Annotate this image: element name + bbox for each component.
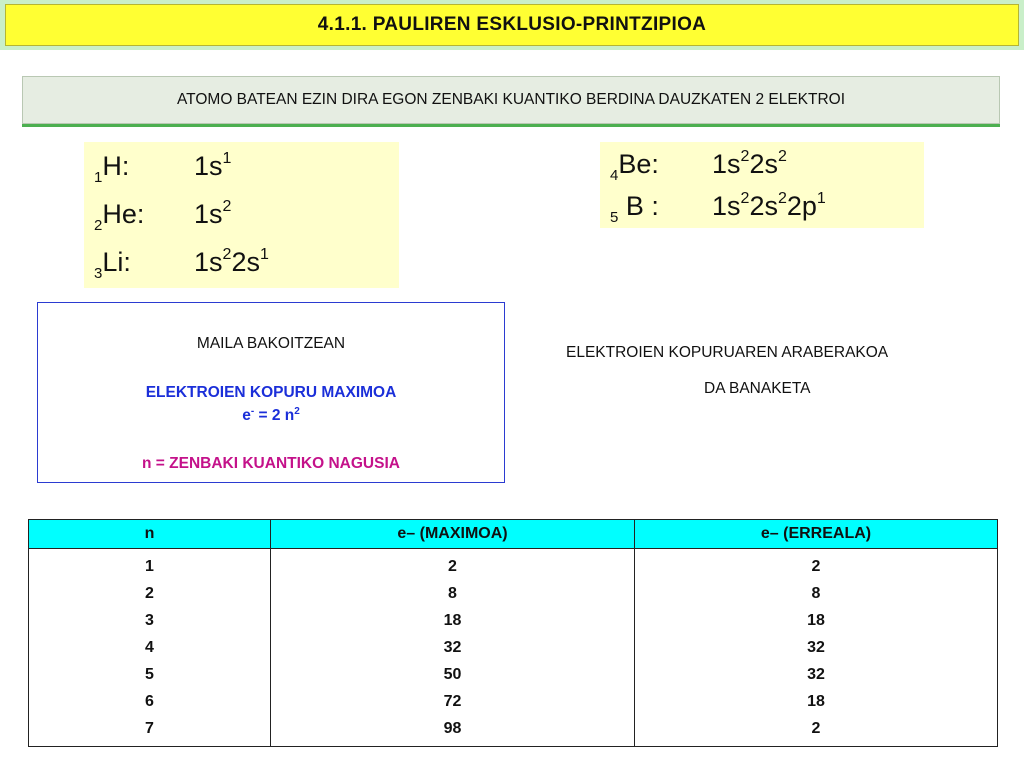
electron-configuration: $1s^22s^2$ xyxy=(712,148,787,179)
distribution-note-line2: DA BANAKETA xyxy=(704,380,811,397)
cell-max-electrons: 2 xyxy=(271,549,635,581)
cell-n: 2 xyxy=(29,580,271,607)
cell-real-electrons: 32 xyxy=(635,634,998,661)
cell-n: 7 xyxy=(29,715,271,747)
cell-n: 5 xyxy=(29,661,271,688)
electron-configuration: $1s^22s^1$ xyxy=(194,246,269,277)
cell-real-electrons: 18 xyxy=(635,607,998,634)
table-row xyxy=(29,634,998,661)
header-max-electrons: e– (MAXIMOA) xyxy=(271,520,635,549)
header-n: n xyxy=(29,520,271,549)
cell-real-electrons: 32 xyxy=(635,661,998,688)
electron-config-panel-left xyxy=(84,142,399,288)
cell-max-electrons: 32 xyxy=(271,634,635,661)
cell-max-electrons: 72 xyxy=(271,688,635,715)
config-row xyxy=(84,238,399,286)
cell-max-electrons: 8 xyxy=(271,580,635,607)
title-band xyxy=(0,0,1024,50)
cell-real-electrons: 18 xyxy=(635,688,998,715)
cell-max-electrons: 50 xyxy=(271,661,635,688)
distribution-note-line1: ELEKTROIEN KOPURUAREN ARABERAKOA xyxy=(566,344,889,361)
table-row xyxy=(29,688,998,715)
table-row xyxy=(29,715,998,747)
cell-max-electrons: 98 xyxy=(271,715,635,747)
electron-configuration: $1s^1$ xyxy=(194,150,232,181)
info-line-principal-quantum: n = ZENBAKI KUANTIKO NAGUSIA xyxy=(142,455,400,472)
config-row xyxy=(84,190,399,238)
config-row xyxy=(600,142,924,184)
slide-title: 4.1.1. PAULIREN ESKLUSIO-PRINTZIPIOA xyxy=(5,4,1019,46)
info-line-level: MAILA BAKOITZEAN xyxy=(196,335,346,352)
table-header-row xyxy=(29,520,998,549)
cell-real-electrons: 2 xyxy=(635,549,998,581)
max-electrons-box xyxy=(37,302,505,483)
table-row xyxy=(29,661,998,688)
cell-n: 4 xyxy=(29,634,271,661)
table-row xyxy=(29,549,998,581)
cell-n: 1 xyxy=(29,549,271,581)
cell-n: 3 xyxy=(29,607,271,634)
element-symbol: $_1$H: xyxy=(94,151,130,186)
table-row xyxy=(29,607,998,634)
element-symbol: $_5$ B : xyxy=(610,191,659,226)
element-symbol: $_2$He: xyxy=(94,199,145,234)
config-row xyxy=(84,142,399,190)
table-body xyxy=(29,549,998,747)
table-row xyxy=(29,580,998,607)
electron-configuration: $1s^2$ xyxy=(194,198,232,229)
cell-max-electrons: 18 xyxy=(271,607,635,634)
config-row xyxy=(600,184,924,226)
cell-real-electrons: 2 xyxy=(635,715,998,747)
header-real-electrons: e– (ERREALA) xyxy=(635,520,998,549)
cell-real-electrons: 8 xyxy=(635,580,998,607)
element-symbol: $_4$Be: xyxy=(610,149,659,184)
electron-configuration: $1s^22s^22p^1$ xyxy=(712,190,826,221)
max-electrons-formula: e- = 2 $n^2$ xyxy=(242,406,300,424)
info-line-max-electrons: ELEKTROIEN KOPURU MAXIMOA xyxy=(145,384,397,401)
element-symbol: $_3$Li: xyxy=(94,247,131,282)
cell-n: 6 xyxy=(29,688,271,715)
principle-banner: ATOMO BATEAN EZIN DIRA EGON ZENBAKI KUANTIKO BERDINA DAUZKATEN 2 ELEKTROI xyxy=(22,76,1000,124)
electron-config-panel-right xyxy=(600,142,924,228)
electron-capacity-table xyxy=(28,519,998,747)
